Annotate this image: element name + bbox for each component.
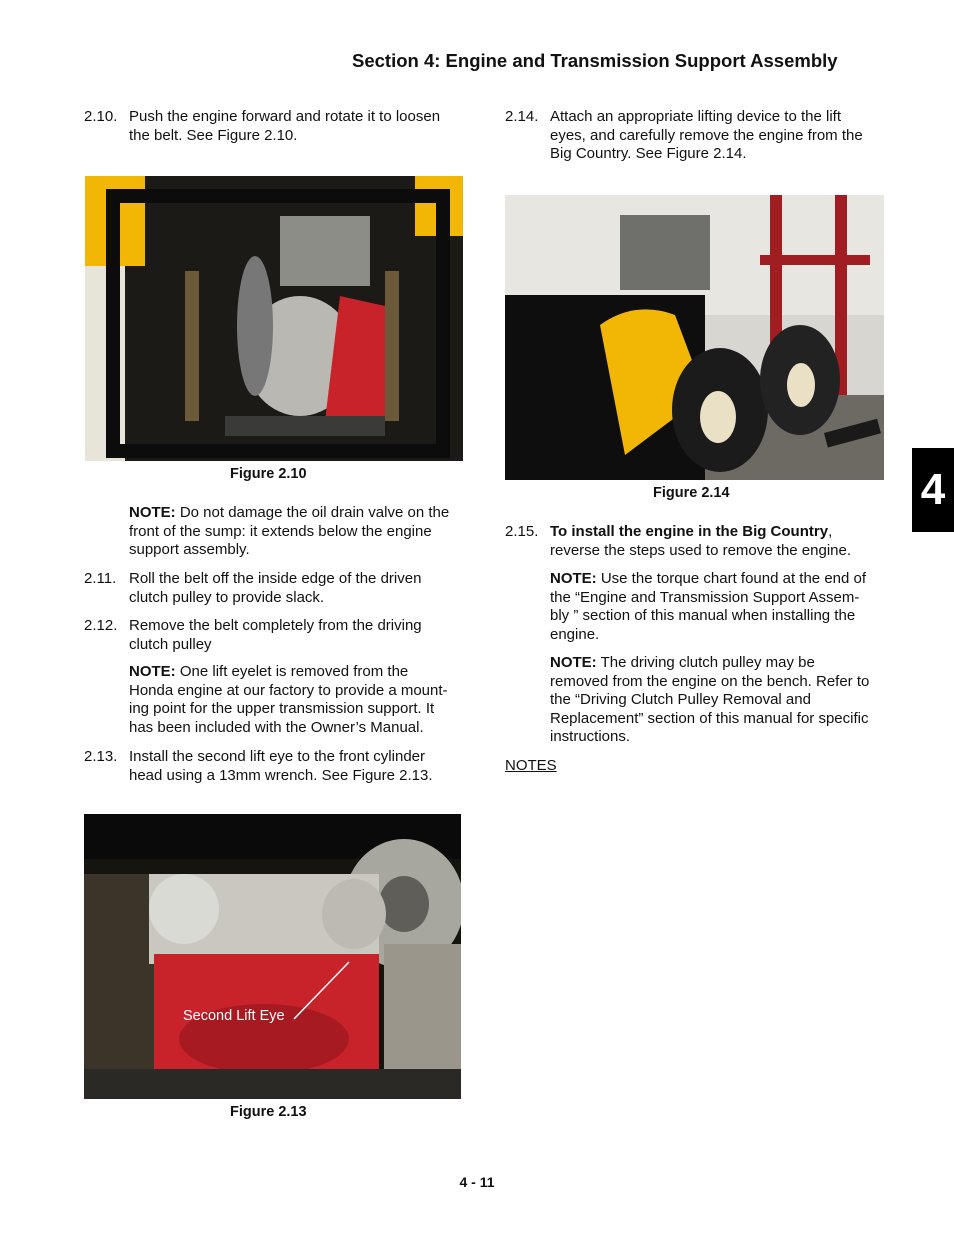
step-text-line: Remove the belt completely from the driving bbox=[129, 617, 422, 634]
step-text-line: the belt. See Figure 2.10. bbox=[129, 126, 298, 144]
note-text-line: ing point for the upper transmission support. It bbox=[129, 700, 435, 718]
step-2-13 bbox=[84, 748, 474, 788]
figure-2-13-photo bbox=[84, 814, 461, 1099]
step-number: 2.10. bbox=[84, 108, 118, 125]
figure-2-14-caption: Figure 2.14 bbox=[653, 485, 730, 501]
notes-heading[interactable]: NOTES bbox=[505, 757, 557, 774]
note-text-line: removed from the engine on the bench. Refer to bbox=[550, 672, 870, 690]
note-oil-drain bbox=[129, 504, 469, 560]
note-label: NOTE: bbox=[129, 663, 176, 680]
step-text-line: reverse the steps used to remove the engine. bbox=[550, 541, 852, 559]
note-text-line: instructions. bbox=[550, 728, 631, 746]
page-number: 4 - 11 bbox=[459, 1174, 495, 1190]
step-text-line: Install the second lift eye to the front cylinder bbox=[129, 748, 425, 765]
step-text-line: Big Country. See Figure 2.14. bbox=[550, 145, 747, 163]
note-label: NOTE: bbox=[129, 504, 176, 521]
second-lift-eye-label: Second Lift Eye bbox=[183, 1008, 285, 1024]
note-label: NOTE: bbox=[550, 570, 597, 587]
step-text-line: clutch pulley bbox=[129, 635, 212, 653]
note-text-line: Replacement” section of this manual for specific bbox=[550, 709, 869, 727]
section-tab: 4 bbox=[912, 448, 954, 532]
step-2-10 bbox=[84, 108, 474, 148]
step-text: , bbox=[828, 523, 833, 540]
note-text-line: engine. bbox=[550, 625, 600, 643]
step-text-line: Attach an appropriate lifting device to the lift bbox=[550, 108, 842, 125]
figure-2-13-caption: Figure 2.13 bbox=[230, 1104, 307, 1120]
figure-2-10-caption: Figure 2.10 bbox=[230, 466, 307, 482]
step-number: 2.13. bbox=[84, 748, 118, 765]
note-text: The driving clutch pulley may be bbox=[596, 654, 815, 671]
step-bold-text: To install the engine in the Big Country bbox=[550, 523, 829, 540]
step-number: 2.14. bbox=[505, 108, 539, 125]
section-title: Section 4: Engine and Transmission Support Assembly bbox=[352, 50, 838, 71]
note-text-line: the “Driving Clutch Pulley Removal and bbox=[550, 691, 811, 709]
step-text-line: eyes, and carefully remove the engine from the bbox=[550, 126, 863, 144]
note-text-line: the “Engine and Transmission Support Assem- bbox=[550, 588, 860, 606]
step-number: 2.12. bbox=[84, 617, 118, 634]
note-text: Do not damage the oil drain valve on the bbox=[175, 504, 450, 521]
step-text-line: Roll the belt off the inside edge of the driven bbox=[129, 570, 422, 587]
step-text-line: head using a 13mm wrench. See Figure 2.13. bbox=[129, 766, 433, 784]
step-number: 2.11. bbox=[84, 570, 117, 587]
note-text-line: bly ” section of this manual when installing the bbox=[550, 607, 856, 625]
note-text-line: has been included with the Owner’s Manual. bbox=[129, 718, 424, 736]
figure-2-14-photo bbox=[505, 195, 884, 480]
step-text-line: Push the engine forward and rotate it to loosen bbox=[129, 108, 441, 125]
step-2-11 bbox=[84, 570, 474, 610]
step-text-line: clutch pulley to provide slack. bbox=[129, 588, 325, 606]
note-text: Use the torque chart found at the end of bbox=[596, 570, 867, 587]
step-number: 2.15. bbox=[505, 523, 539, 540]
note-text: One lift eyelet is removed from the bbox=[175, 663, 409, 680]
note-text-line: support assembly. bbox=[129, 541, 250, 559]
note-label: NOTE: bbox=[550, 654, 597, 671]
note-text-line: Honda engine at our factory to provide a mount- bbox=[129, 681, 448, 699]
note-text-line: front of the sump: it extends below the engine bbox=[129, 522, 432, 540]
step-2-15 bbox=[505, 523, 900, 563]
figure-2-10-photo bbox=[85, 176, 463, 461]
note-lift-eyelet bbox=[129, 663, 469, 737]
step-2-12 bbox=[84, 617, 474, 657]
note-torque-chart bbox=[550, 570, 895, 644]
note-driving-clutch bbox=[550, 654, 895, 747]
step-2-14 bbox=[505, 108, 895, 168]
